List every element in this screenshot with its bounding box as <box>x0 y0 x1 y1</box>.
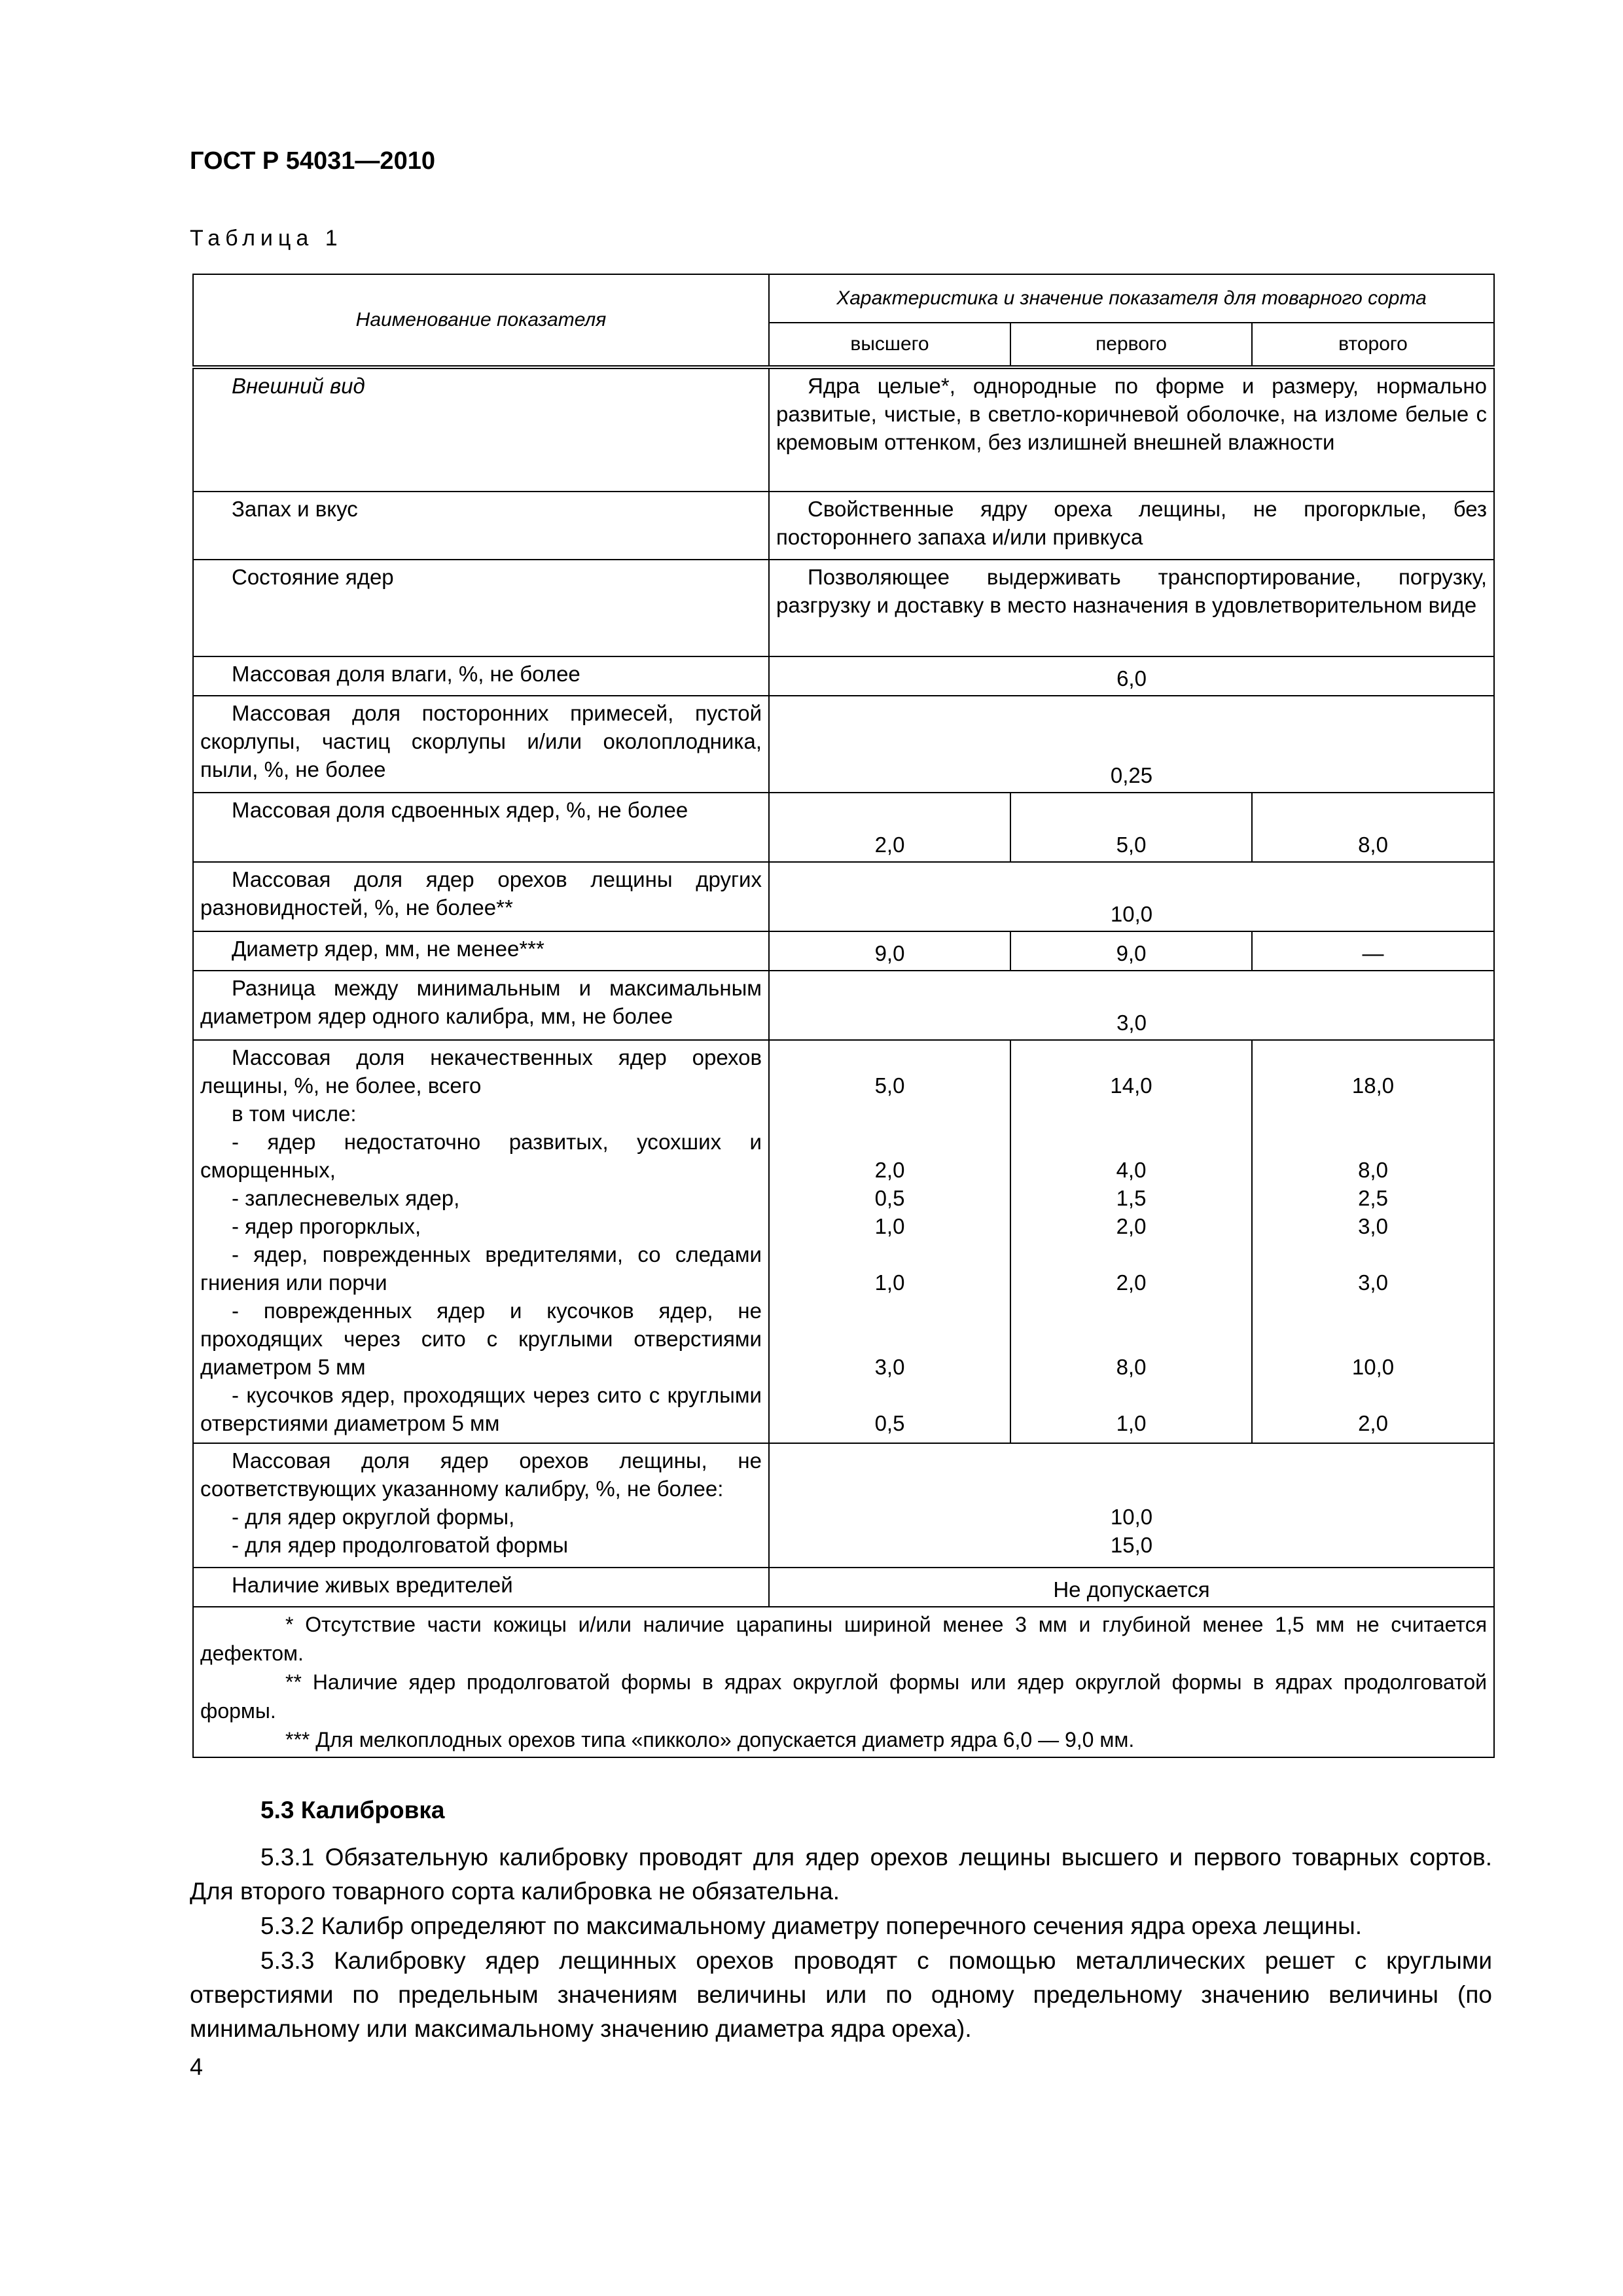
table-row <box>193 793 1494 862</box>
document-code: ГОСТ Р 54031—2010 <box>190 147 435 175</box>
value-second: 18,0 8,0 2,5 3,0 3,0 10,0 2,0 <box>1252 1040 1494 1443</box>
table-row <box>193 931 1494 971</box>
row-name: Массовая доля некачественных ядер орехов лещины, %, не более, всего в том числе: - ядер недостаточно развитых, усохших и сморщенных, - заплесневелых ядер, - ядер прогорклых, - ядер, поврежденных вредителями, со следами гниения или порчи - поврежденных ядер и кусочков ядер, не проходящих через сито с круглыми отверстиями диаметром 5 мм - кусочков ядер, проходящих через сито с круглыми отверстиями диаметром 5 мм <box>193 1040 769 1443</box>
grade-header-second: второго <box>1252 323 1494 367</box>
row-value: 3,0 <box>769 971 1494 1040</box>
row-value: Ядра целые*, однородные по форме и размеру, нормально развитые, чистые, в светло-коричневой оболочке, на изломе белые с кремовым оттенком, без излишней внешней влажности <box>769 367 1494 492</box>
row-value: Позволяющее выдерживать транспортирование, погрузку, разгрузку и доставку в место назначения в удовлетворительном виде <box>769 560 1494 656</box>
value-highest: 2,0 <box>769 793 1010 862</box>
column-header-characteristic: Характеристика и значение показателя для товарного сорта <box>769 274 1494 323</box>
paragraph-5-3-2: 5.3.2 Калибр определяют по максимальному диаметру поперечного сечения ядра ореха лещины. <box>260 1912 1363 1939</box>
footnote-1: * Отсутствие части кожицы и/или наличие царапины шириной менее 3 мм и глубиной менее 1,5 мм не считается дефектом. <box>200 1613 1488 1665</box>
row-value: Свойственные ядру ореха лещины, не прогорклые, без постороннего запаха и/или привкуса <box>769 492 1494 560</box>
row-value: Не допускается <box>769 1568 1494 1607</box>
value-second: 8,0 <box>1252 793 1494 862</box>
paragraph-5-3-3: 5.3.3 Калибровку ядер лещинных орехов проводят с помощью металлических решет с круглыми отверстиями по предельным значениям величины или по одному предельному значению величины (по минимальному или максимальному значению диаметра ядра ореха). <box>190 1947 1492 2042</box>
value-first: 5,0 <box>1010 793 1252 862</box>
table-row <box>193 971 1494 1040</box>
row-name: Массовая доля ядер орехов лещины, не соответствующих указанному калибру, %, не более: - для ядер округлой формы, - для ядер продолговатой формы <box>193 1443 769 1568</box>
value-highest: 5,0 2,0 0,5 1,0 1,0 3,0 0,5 <box>769 1040 1010 1443</box>
row-value: 6,0 <box>769 656 1494 696</box>
value-second: — <box>1252 931 1494 971</box>
value-first: 14,0 4,0 1,5 2,0 2,0 8,0 1,0 <box>1010 1040 1252 1443</box>
requirements-table <box>192 274 1495 1758</box>
row-name: Запах и вкус <box>193 492 769 560</box>
table-row <box>193 656 1494 696</box>
table-row <box>193 696 1494 793</box>
row-name: Диаметр ядер, мм, не менее*** <box>193 931 769 971</box>
row-value: 10,0 <box>769 862 1494 931</box>
table-row <box>193 1443 1494 1568</box>
row-name: Массовая доля посторонних примесей, пустой скорлупы, частиц скорлупы и/или околоплодника, пыли, %, не более <box>193 696 769 793</box>
footnote-2: ** Наличие ядер продолговатой формы в ядрах округлой формы или ядер округлой формы в ядрах продолговатой формы. <box>200 1670 1488 1723</box>
table-row <box>193 560 1494 656</box>
row-name: Наличие живых вредителей <box>193 1568 769 1607</box>
table-row <box>193 1568 1494 1607</box>
section-heading: 5.3 Калибровка <box>260 1797 445 1823</box>
page-number: 4 <box>190 2053 204 2080</box>
table-row <box>193 1040 1494 1443</box>
grade-header-first: первого <box>1010 323 1252 367</box>
table-row <box>193 862 1494 931</box>
table-footnotes <box>193 1607 1494 1757</box>
table-label: Таблица 1 <box>190 226 343 251</box>
row-name: Внешний вид <box>193 367 769 492</box>
row-name: Разница между минимальным и максимальным диаметром ядер одного калибра, мм, не более <box>193 971 769 1040</box>
table-row <box>193 367 1494 492</box>
table-row <box>193 492 1494 560</box>
paragraph-5-3-1: 5.3.1 Обязательную калибровку проводят для ядер орехов лещины высшего и первого товарных сортов. Для второго товарного сорта калибровка не обязательна. <box>190 1844 1492 1905</box>
row-value: 0,25 <box>769 696 1494 793</box>
row-name: Состояние ядер <box>193 560 769 656</box>
row-value: 10,0 15,0 <box>769 1443 1494 1568</box>
column-header-name: Наименование показателя <box>193 274 769 367</box>
value-highest: 9,0 <box>769 931 1010 971</box>
row-name: Массовая доля влаги, %, не более <box>193 656 769 696</box>
grade-header-highest: высшего <box>769 323 1010 367</box>
row-name: Массовая доля сдвоенных ядер, %, не более <box>193 793 769 862</box>
value-first: 9,0 <box>1010 931 1252 971</box>
footnote-3: *** Для мелкоплодных орехов типа «пикколо» допускается диаметр ядра 6,0 — 9,0 мм. <box>285 1728 1135 1751</box>
row-name: Массовая доля ядер орехов лещины других разновидностей, %, не более** <box>193 862 769 931</box>
